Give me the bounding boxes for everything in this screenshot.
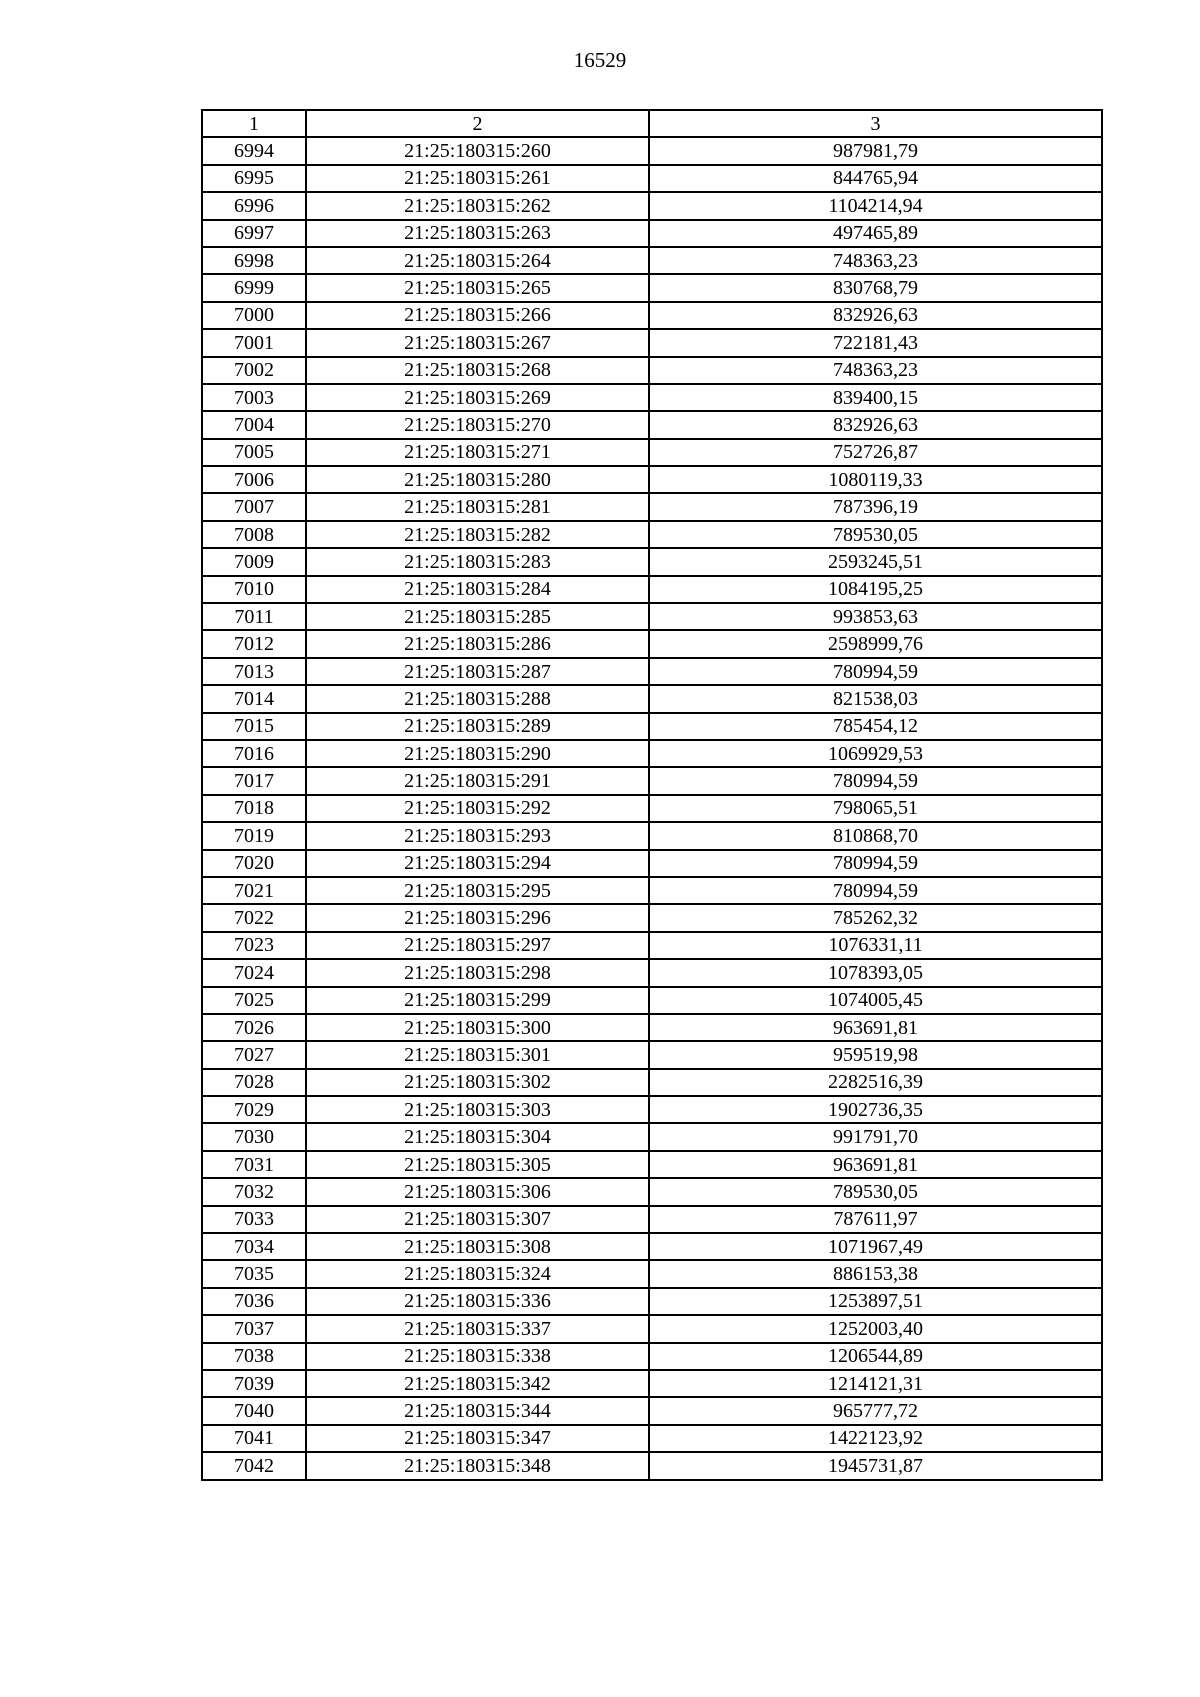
table-row [202,466,1102,493]
cadastral-number-cell: 21:25:180315:306 [306,1178,649,1205]
cadastral-number-cell: 21:25:180315:283 [306,548,649,575]
value-cell: 1074005,45 [649,987,1102,1014]
value-cell: 748363,23 [649,247,1102,274]
row-number-cell: 7012 [202,630,306,657]
cadastral-number-cell: 21:25:180315:269 [306,384,649,411]
cadastral-number-cell: 21:25:180315:336 [306,1288,649,1315]
value-cell: 780994,59 [649,767,1102,794]
value-cell: 810868,70 [649,822,1102,849]
value-cell: 1084195,25 [649,576,1102,603]
cadastral-number-cell: 21:25:180315:260 [306,137,649,164]
cadastral-number-cell: 21:25:180315:301 [306,1041,649,1068]
row-number-cell: 7008 [202,521,306,548]
column-header: 3 [649,110,1102,137]
table-row [202,1288,1102,1315]
page-number: 16529 [573,48,627,72]
value-cell: 798065,51 [649,795,1102,822]
cadastral-number-cell: 21:25:180315:295 [306,877,649,904]
data-table [201,109,1103,1481]
value-cell: 830768,79 [649,274,1102,301]
value-cell: 1422123,92 [649,1425,1102,1452]
row-number-cell: 6999 [202,274,306,301]
cadastral-number-cell: 21:25:180315:267 [306,329,649,356]
table-row [202,767,1102,794]
table-row [202,1151,1102,1178]
row-number-cell: 7032 [202,1178,306,1205]
value-cell: 785454,12 [649,713,1102,740]
row-number-cell: 7042 [202,1452,306,1479]
cadastral-number-cell: 21:25:180315:292 [306,795,649,822]
table-row [202,137,1102,164]
table-row [202,1315,1102,1342]
value-cell: 2598999,76 [649,630,1102,657]
cadastral-number-cell: 21:25:180315:342 [306,1370,649,1397]
cadastral-number-cell: 21:25:180315:338 [306,1343,649,1370]
value-cell: 821538,03 [649,685,1102,712]
row-number-cell: 7029 [202,1096,306,1123]
row-number-cell: 7014 [202,685,306,712]
value-cell: 839400,15 [649,384,1102,411]
table-row [202,1343,1102,1370]
row-number-cell: 6994 [202,137,306,164]
table-row [202,1397,1102,1424]
value-cell: 787396,19 [649,493,1102,520]
table-row [202,795,1102,822]
row-number-cell: 7009 [202,548,306,575]
table-row [202,822,1102,849]
table-row [202,932,1102,959]
table-row [202,192,1102,219]
value-cell: 1253897,51 [649,1288,1102,1315]
value-cell: 886153,38 [649,1260,1102,1287]
cadastral-number-cell: 21:25:180315:265 [306,274,649,301]
table-row [202,521,1102,548]
table-row [202,576,1102,603]
row-number-cell: 6997 [202,220,306,247]
row-number-cell: 7024 [202,959,306,986]
row-number-cell: 6996 [202,192,306,219]
value-cell: 993853,63 [649,603,1102,630]
cadastral-number-cell: 21:25:180315:281 [306,493,649,520]
row-number-cell: 7000 [202,302,306,329]
cadastral-number-cell: 21:25:180315:286 [306,630,649,657]
row-number-cell: 7001 [202,329,306,356]
table-row [202,1123,1102,1150]
cadastral-number-cell: 21:25:180315:302 [306,1069,649,1096]
table-row [202,740,1102,767]
value-cell: 1069929,53 [649,740,1102,767]
cadastral-number-cell: 21:25:180315:282 [306,521,649,548]
table-row [202,1041,1102,1068]
value-cell: 963691,81 [649,1151,1102,1178]
table-row [202,165,1102,192]
value-cell: 1252003,40 [649,1315,1102,1342]
table-row [202,1370,1102,1397]
table-row [202,1233,1102,1260]
table-row [202,877,1102,904]
row-number-cell: 7019 [202,822,306,849]
value-cell: 987981,79 [649,137,1102,164]
value-cell: 1080119,33 [649,466,1102,493]
cadastral-number-cell: 21:25:180315:324 [306,1260,649,1287]
cadastral-number-cell: 21:25:180315:297 [306,932,649,959]
value-cell: 722181,43 [649,329,1102,356]
cadastral-number-cell: 21:25:180315:288 [306,685,649,712]
row-number-cell: 7036 [202,1288,306,1315]
cadastral-number-cell: 21:25:180315:337 [306,1315,649,1342]
row-number-cell: 7002 [202,357,306,384]
row-number-cell: 6998 [202,247,306,274]
column-header: 2 [306,110,649,137]
table-row [202,1260,1102,1287]
table-row [202,904,1102,931]
table-header-row [202,110,1102,137]
table-row [202,1425,1102,1452]
row-number-cell: 7003 [202,384,306,411]
table-body [202,110,1102,1480]
row-number-cell: 7007 [202,493,306,520]
row-number-cell: 7011 [202,603,306,630]
cadastral-number-cell: 21:25:180315:270 [306,411,649,438]
value-cell: 780994,59 [649,658,1102,685]
value-cell: 1902736,35 [649,1096,1102,1123]
row-number-cell: 7027 [202,1041,306,1068]
row-number-cell: 7030 [202,1123,306,1150]
cadastral-number-cell: 21:25:180315:271 [306,439,649,466]
row-number-cell: 7023 [202,932,306,959]
cadastral-number-cell: 21:25:180315:285 [306,603,649,630]
table-row [202,685,1102,712]
row-number-cell: 7028 [202,1069,306,1096]
row-number-cell: 7010 [202,576,306,603]
value-cell: 789530,05 [649,1178,1102,1205]
cadastral-number-cell: 21:25:180315:290 [306,740,649,767]
row-number-cell: 7005 [202,439,306,466]
cadastral-number-cell: 21:25:180315:344 [306,1397,649,1424]
cadastral-number-cell: 21:25:180315:300 [306,1014,649,1041]
value-cell: 1078393,05 [649,959,1102,986]
value-cell: 844765,94 [649,165,1102,192]
table-row [202,329,1102,356]
cadastral-number-cell: 21:25:180315:348 [306,1452,649,1479]
row-number-cell: 7031 [202,1151,306,1178]
value-cell: 752726,87 [649,439,1102,466]
value-cell: 2593245,51 [649,548,1102,575]
value-cell: 787611,97 [649,1206,1102,1233]
row-number-cell: 6995 [202,165,306,192]
cadastral-number-cell: 21:25:180315:261 [306,165,649,192]
value-cell: 789530,05 [649,521,1102,548]
value-cell: 963691,81 [649,1014,1102,1041]
table-row [202,1014,1102,1041]
table-row [202,658,1102,685]
column-header: 1 [202,110,306,137]
value-cell: 832926,63 [649,411,1102,438]
cadastral-number-cell: 21:25:180315:291 [306,767,649,794]
table-row [202,1069,1102,1096]
row-number-cell: 7035 [202,1260,306,1287]
value-cell: 2282516,39 [649,1069,1102,1096]
value-cell: 832926,63 [649,302,1102,329]
value-cell: 965777,72 [649,1397,1102,1424]
row-number-cell: 7025 [202,987,306,1014]
row-number-cell: 7021 [202,877,306,904]
row-number-cell: 7038 [202,1343,306,1370]
row-number-cell: 7039 [202,1370,306,1397]
table-row [202,1096,1102,1123]
value-cell: 785262,32 [649,904,1102,931]
row-number-cell: 7041 [202,1425,306,1452]
table-row [202,1206,1102,1233]
row-number-cell: 7015 [202,713,306,740]
cadastral-number-cell: 21:25:180315:280 [306,466,649,493]
row-number-cell: 7013 [202,658,306,685]
table-row [202,630,1102,657]
value-cell: 497465,89 [649,220,1102,247]
table-row [202,411,1102,438]
value-cell: 959519,98 [649,1041,1102,1068]
row-number-cell: 7020 [202,850,306,877]
row-number-cell: 7004 [202,411,306,438]
table-row [202,850,1102,877]
cadastral-number-cell: 21:25:180315:296 [306,904,649,931]
cadastral-number-cell: 21:25:180315:268 [306,357,649,384]
cadastral-number-cell: 21:25:180315:299 [306,987,649,1014]
row-number-cell: 7040 [202,1397,306,1424]
table-row [202,274,1102,301]
value-cell: 1071967,49 [649,1233,1102,1260]
value-cell: 1076331,11 [649,932,1102,959]
cadastral-number-cell: 21:25:180315:263 [306,220,649,247]
cadastral-number-cell: 21:25:180315:262 [306,192,649,219]
value-cell: 991791,70 [649,1123,1102,1150]
row-number-cell: 7006 [202,466,306,493]
cadastral-number-cell: 21:25:180315:264 [306,247,649,274]
table-row [202,959,1102,986]
value-cell: 1206544,89 [649,1343,1102,1370]
row-number-cell: 7033 [202,1206,306,1233]
value-cell: 780994,59 [649,877,1102,904]
value-cell: 1104214,94 [649,192,1102,219]
row-number-cell: 7016 [202,740,306,767]
table-row [202,603,1102,630]
cadastral-number-cell: 21:25:180315:298 [306,959,649,986]
value-cell: 1214121,31 [649,1370,1102,1397]
table-row [202,987,1102,1014]
table-row [202,247,1102,274]
table-row [202,713,1102,740]
value-cell: 748363,23 [649,357,1102,384]
value-cell: 1945731,87 [649,1452,1102,1479]
cadastral-number-cell: 21:25:180315:266 [306,302,649,329]
value-cell: 780994,59 [649,850,1102,877]
table-row [202,357,1102,384]
cadastral-number-cell: 21:25:180315:294 [306,850,649,877]
table-row [202,493,1102,520]
cadastral-number-cell: 21:25:180315:308 [306,1233,649,1260]
row-number-cell: 7017 [202,767,306,794]
table-row [202,1178,1102,1205]
cadastral-number-cell: 21:25:180315:304 [306,1123,649,1150]
cadastral-number-cell: 21:25:180315:284 [306,576,649,603]
cadastral-number-cell: 21:25:180315:347 [306,1425,649,1452]
table-row [202,220,1102,247]
cadastral-number-cell: 21:25:180315:305 [306,1151,649,1178]
cadastral-number-cell: 21:25:180315:289 [306,713,649,740]
cadastral-number-cell: 21:25:180315:287 [306,658,649,685]
row-number-cell: 7018 [202,795,306,822]
cadastral-number-cell: 21:25:180315:307 [306,1206,649,1233]
table-row [202,548,1102,575]
cadastral-number-cell: 21:25:180315:293 [306,822,649,849]
row-number-cell: 7037 [202,1315,306,1342]
table-row [202,1452,1102,1479]
row-number-cell: 7026 [202,1014,306,1041]
cadastral-number-cell: 21:25:180315:303 [306,1096,649,1123]
table-row [202,302,1102,329]
row-number-cell: 7022 [202,904,306,931]
row-number-cell: 7034 [202,1233,306,1260]
table-row [202,384,1102,411]
table-row [202,439,1102,466]
